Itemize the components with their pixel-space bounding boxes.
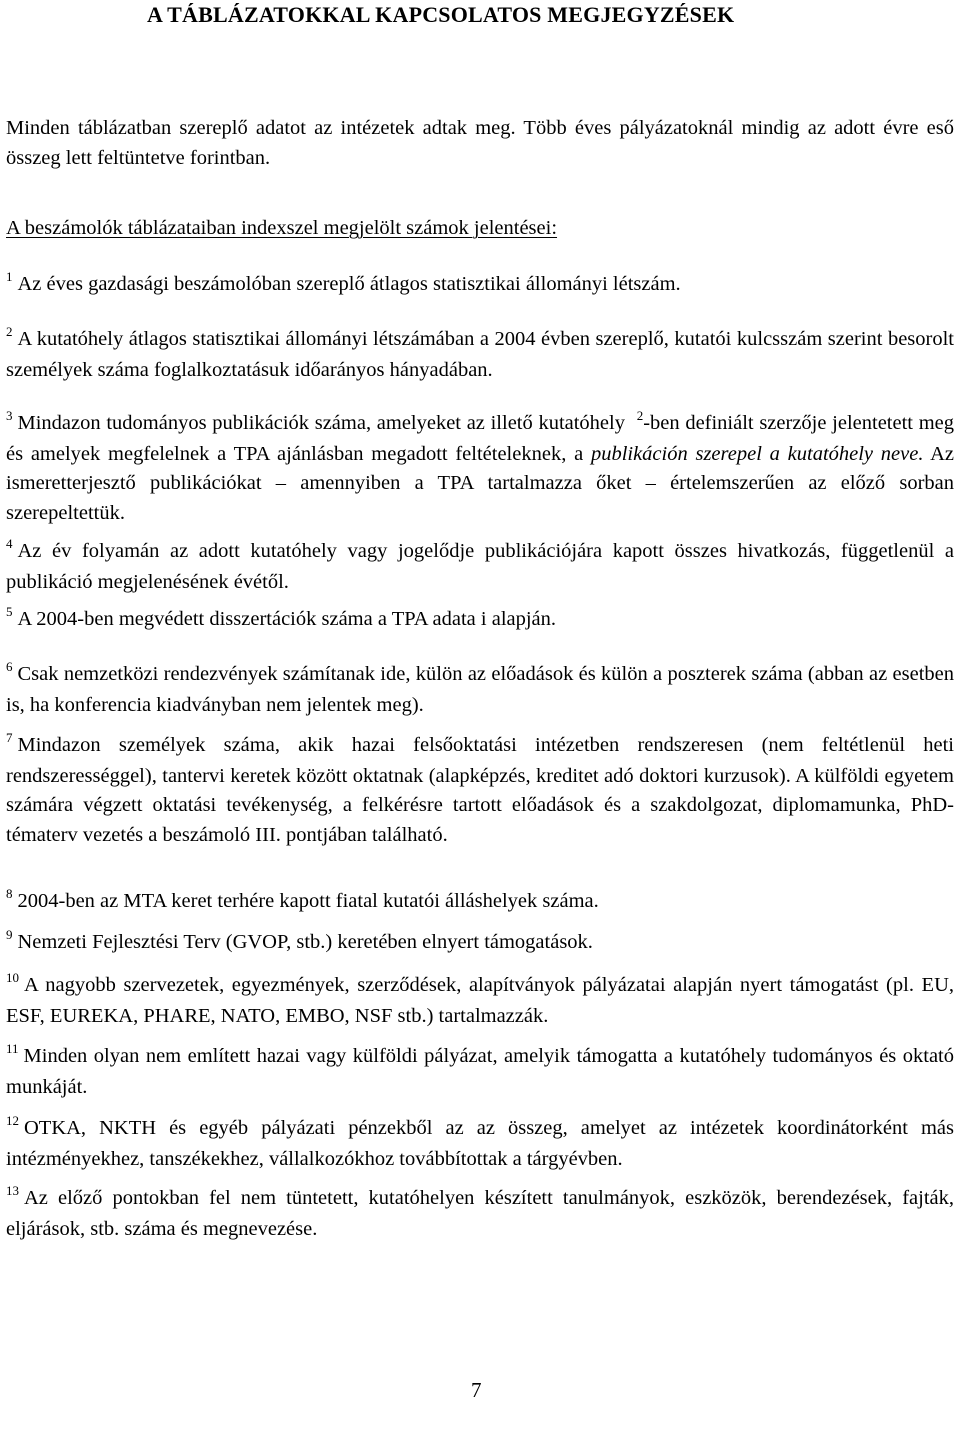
note-3: [6, 409, 954, 528]
note-text: Az ismeretterjesztő publikációkat – amennyiben a TPA tartalmazza őket – értelemszerűen az előző sorban szerepeltettük.: [6, 442, 954, 524]
note-number: 11: [6, 1041, 19, 1056]
note-11: [6, 1042, 954, 1102]
note-7: [6, 731, 954, 850]
note-9: [6, 928, 954, 959]
note-text: A 2004-ben megvédett disszertációk száma a TPA adata i alapján.: [17, 608, 557, 630]
note-number: 9: [6, 927, 13, 942]
note-text: Az éves gazdasági beszámolóban szereplő átlagos statisztikai állományi létszám.: [17, 273, 681, 295]
note-text: A nagyobb szervezetek, egyezmények, szerződések, alapítványok pályázatai alapján nyert támogatást (pl. EU, ESF, EUREKA, PHARE, NATO, EMBO, NSF stb.) tartalmazzák.: [6, 974, 954, 1027]
note-number: 12: [6, 1113, 19, 1128]
note-5: [6, 605, 954, 636]
note-8: [6, 887, 954, 918]
note-text: 2004-ben az MTA keret terhére kapott fiatal kutatói álláshelyek száma.: [17, 890, 599, 912]
note-reference: 2: [636, 408, 644, 423]
note-number: 7: [6, 730, 13, 745]
note-text: OTKA, NKTH és egyéb pályázati pénzekből az az összeg, amelyet az intézetek koordinátorként más intézményekhez, tanszékekhez, vállalkozókhoz továbbítottak a tárgyévben.: [6, 1117, 954, 1170]
note-number: 13: [6, 1183, 19, 1198]
note-number: 3: [6, 408, 13, 423]
index-heading: A beszámolók táblázataiban indexszel megjelölt számok jelentései:: [6, 217, 558, 239]
note-text: Csak nemzetközi rendezvények számítanak ide, külön az előadások és külön a poszterek száma (abban az esetben is, ha konferencia kiadványban nem jelentek meg).: [6, 663, 954, 716]
note-4: [6, 537, 954, 597]
note-text: Az előző pontokban fel nem tüntetett, kutatóhelyen készített tanulmányok, eszközök, berendezések, fajták, eljárások, stb. száma és megnevezése.: [6, 1187, 954, 1240]
note-number: 8: [6, 886, 13, 901]
note-text: Az év folyamán az adott kutatóhely vagy jogelődje publikációjára kapott összes hivatkozás, függetlenül a publikáció megjelenésének évétől.: [6, 540, 954, 593]
note-text: -ben definiált szerzője jelentetett meg és amelyek megfelelnek a TPA ajánlásban megadott feltételeknek, a: [6, 412, 954, 465]
note-1: [6, 270, 954, 301]
note-number: 1: [6, 269, 13, 284]
note-text: A kutatóhely átlagos statisztikai állományi létszámában a 2004 évben szereplő, kutatói kulcsszám szerint besorolt személyek száma foglalkoztatásuk időarányos hányadában.: [6, 328, 954, 381]
note-text: Mindazon tudományos publikációk száma, amelyeket az illető kutatóhely: [17, 412, 625, 434]
note-number: 6: [6, 659, 13, 674]
index-heading-paragraph: [6, 214, 954, 244]
note-number: 4: [6, 536, 13, 551]
note-6: [6, 660, 954, 720]
note-number: 10: [6, 970, 19, 985]
note-text: Nemzeti Fejlesztési Terv (GVOP, stb.) keretében elnyert támogatások.: [17, 931, 593, 953]
note-italic-text: publikáción szerepel a kutatóhely neve.: [590, 442, 924, 465]
note-13: [6, 1184, 954, 1244]
intro-paragraph: Minden táblázatban szereplő adatot az intézetek adtak meg. Több éves pályázatoknál mindig az adott évre eső összeg lett feltüntetve forintban.: [6, 117, 954, 169]
note-10: [6, 971, 954, 1031]
note-2: [6, 325, 954, 385]
note-text: Minden olyan nem említett hazai vagy külföldi pályázat, amelyik támogatta a kutatóhely tudományos és oktató munkáját.: [6, 1045, 954, 1098]
page-title: A TÁBLÁZATOKKAL KAPCSOLATOS MEGJEGYZÉSEK: [147, 2, 735, 27]
note-number: 5: [6, 604, 13, 619]
note-number: 2: [6, 324, 13, 339]
note-12: [6, 1114, 954, 1174]
page-number: 7: [471, 1378, 482, 1402]
note-text: Mindazon személyek száma, akik hazai felsőoktatási intézetben rendszeresen (nem feltétlenül heti rendszerességgel), tantervi keretek között oktatnak (alapképzés, kreditet adó doktori kurzusok). A külföldi egyetem számára végzett oktatási tevékenység, a felkérésre tartott előadások és a szakdolgozat, diplomamunka, PhD-tématerv vezetés a beszámoló III. pontjában található.: [6, 734, 954, 846]
